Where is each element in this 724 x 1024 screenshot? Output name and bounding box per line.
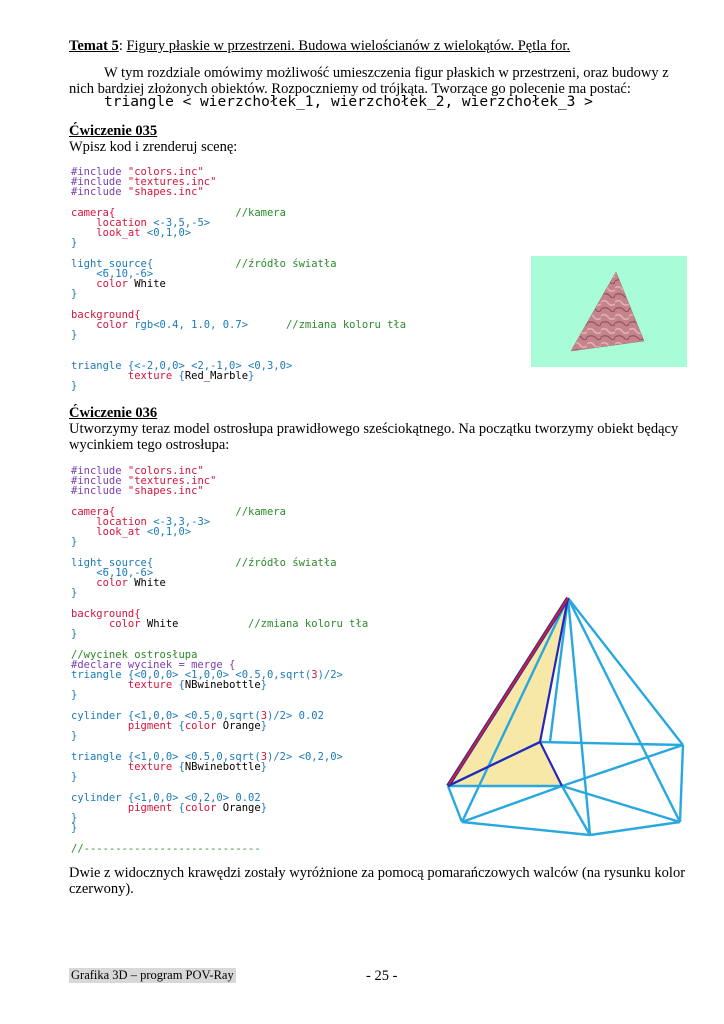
exercise-036-desc-2: wycinkiem tego ostrosłupa: xyxy=(69,437,230,453)
intro-line-1: W tym rozdziale omówimy możliwość umieszczenia figur płaskich w przestrzeni, oraz budowy z xyxy=(104,65,669,81)
pyramid-wireframe xyxy=(448,598,683,835)
topic-sep: : xyxy=(118,38,123,54)
outro-line-2: czerwony). xyxy=(69,881,134,897)
render-036-pyramid xyxy=(440,590,690,850)
render-035-image xyxy=(531,256,687,367)
exercise-036-desc-1: Utworzymy teraz model ostrosłupa prawidłowego sześciokątnego. Na początku tworzymy obiekt będący xyxy=(69,421,679,437)
topic-title: Figury płaskie w przestrzeni. Budowa wielościanów z wielokątów. Pętla for. xyxy=(126,38,571,54)
topic-label: Temat 5 xyxy=(69,38,119,54)
triangle-syntax xyxy=(104,94,593,110)
exercise-036-title: Ćwiczenie 036 xyxy=(69,405,158,421)
exercise-035-title: Ćwiczenie 035 xyxy=(69,123,158,139)
outro-line-1: Dwie z widocznych krawędzi zostały wyróżnione za pomocą pomarańczowych walców (na rysunku kolor xyxy=(69,865,686,881)
intro-line-2: nich bardziej złożonych obiektów. Rozpoczniemy od trójkąta. Tworzące go polecenie ma postać: xyxy=(69,81,631,97)
footer-page-number: - 25 - xyxy=(366,968,398,984)
footer-book-title: Grafika 3D – program POV-Ray xyxy=(71,968,234,982)
code-block-036: #include "colors.inc" #include "textures.inc" #include "shapes.inc" camera{ //kamera location <-3,3,-3> look_at <0,1,0> } light_source{ //źródło światła <6,10,-6> color White } background{ color White //zmiana koloru tła } //wycinek ostrosłupa #declare wycinek = merge { triangle {<0,0,0> <1,0,0> <0.5,0,sqrt(3)/2> texture {NBwinebottle} } cylinder {<1,0,0> <0.5,0,sqrt(3)/2> 0.02 pigment {color Orange} } triangle {<1,0,0> <0.5,0,sqrt(3)/2> <0,2,0> texture {NBwinebottle} } cylinder {<1,0,0> <0,2,0> 0.02 pigment {color Orange} } } //---------------------------- xyxy=(71,465,369,855)
triangle-syntax-text: triangle < wierzchołek_1, wierzchołek_2, wierzchołek_3 > xyxy=(104,94,593,110)
code-block-035: #include "colors.inc" #include "textures.inc" #include "shapes.inc" camera{ //kamera location <-3,5,-5> look_at <0,1,0> } light_source{ //źródło światła <6,10,-6> color White } background{ color rgb<0.4, 1.0, 0.7> //zmiana koloru tła } triangle {<-2,0,0> <2,-1,0> <0,3,0> texture {Red_Marble} } xyxy=(71,166,407,393)
topic-line xyxy=(69,38,570,55)
exercise-035-desc: Wpisz kod i zrenderuj scenę: xyxy=(69,139,238,155)
